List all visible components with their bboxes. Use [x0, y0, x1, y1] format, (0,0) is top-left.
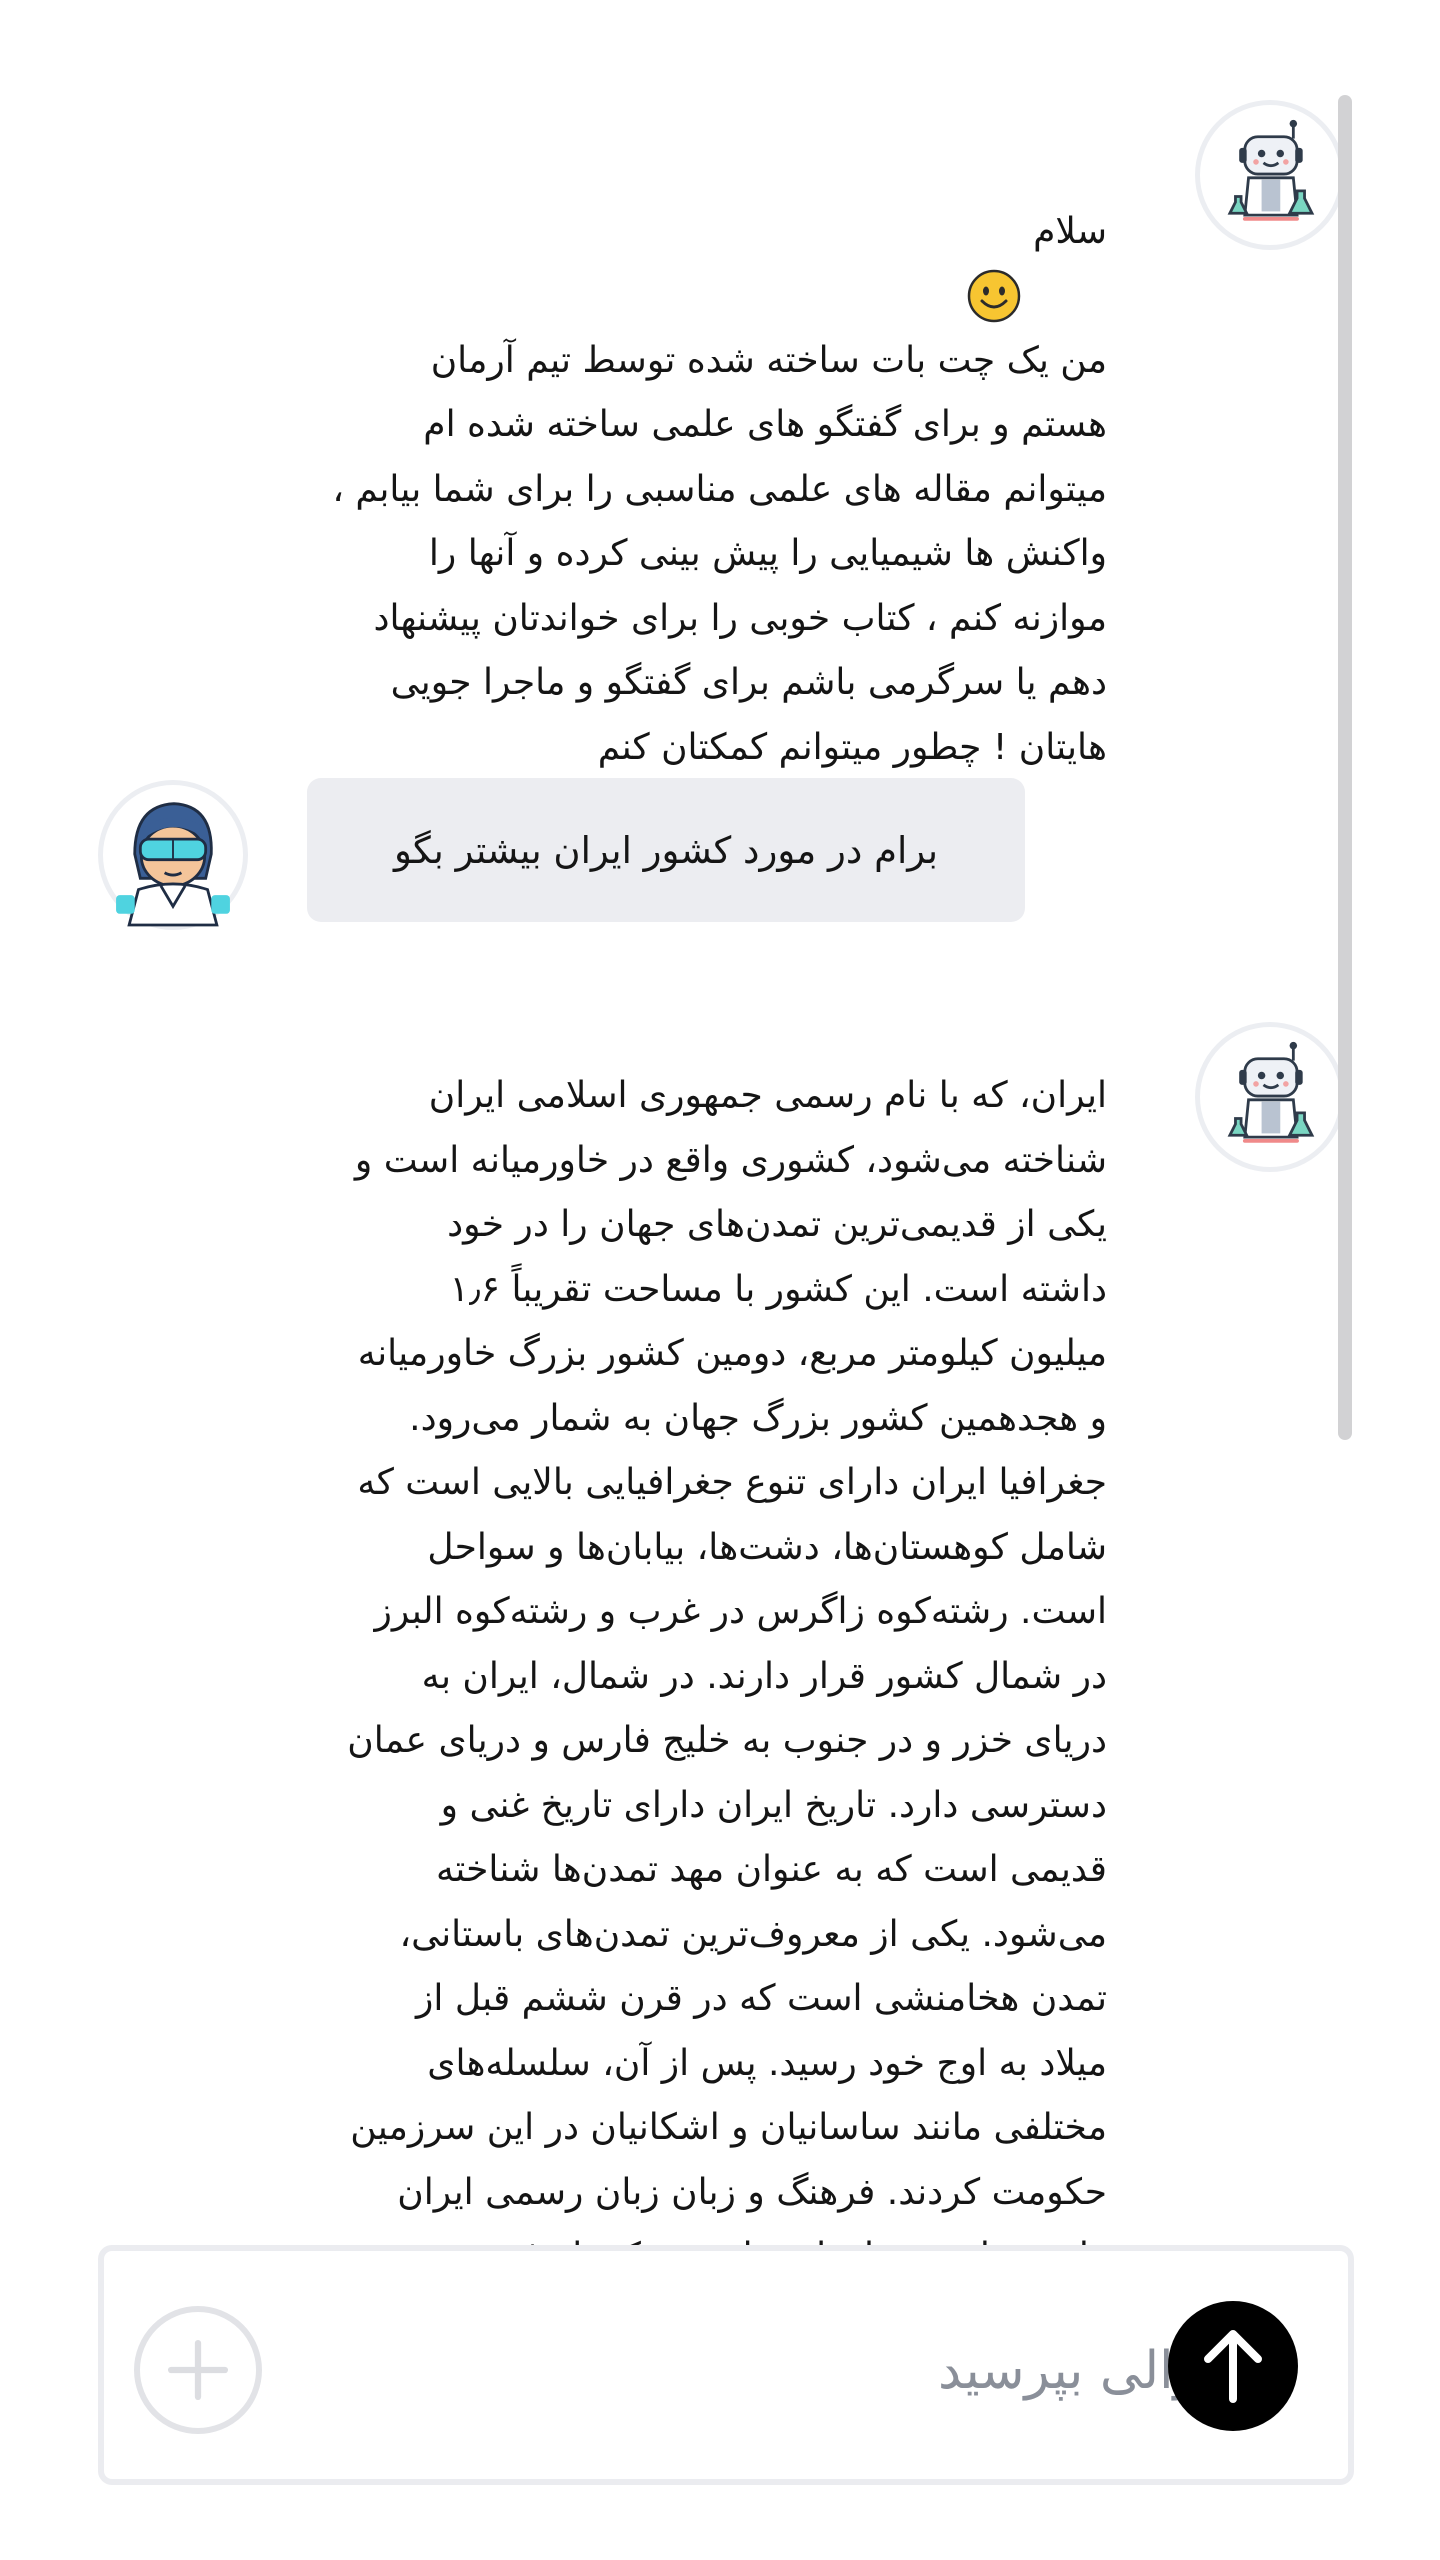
prompt-input[interactable] [284, 2311, 1244, 2431]
greeting-line [127, 200, 1107, 265]
robot-scientist-icon [1195, 100, 1345, 250]
user-message-text: برام در مورد کشور ایران بیشتر بگو [393, 828, 939, 872]
bot-message [127, 135, 1107, 845]
send-button[interactable] [1168, 2301, 1298, 2431]
bot-intro-text: من یک چت بات ساخته شده توسط تیم آرمان هستم و برای گفتگو های علمی ساخته شده ام میتوانم مقاله های علمی مناسبی را برای شما بیابم ، واکنش ها شیمیایی را پیش بینی کرده و آنها را موازنه کنم ، کتاب خوبی را برای خواندتان پیشنهاد دهم یا سرگرمی باشم برای گفتگو و ماجرا جویی هایتان ! چطور میتوانم کمکتان کنم [332, 339, 1107, 768]
user-message-bubble [307, 778, 1025, 922]
attach-button[interactable] [134, 2306, 262, 2434]
arrow-up-icon [1168, 2301, 1298, 2431]
smiling-face-icon [967, 205, 1021, 259]
scientist-goggles-icon [98, 780, 248, 930]
message-composer [98, 2245, 1354, 2485]
scrollbar[interactable] [1338, 95, 1352, 1440]
robot-scientist-icon [1195, 1022, 1345, 1172]
bot-reply-text: ایران، که با نام رسمی جمهوری اسلامی ایران شناخته می‌شود، کشوری واقع در خاورمیانه است و یکی از قدیمی‌ترین تمدن‌های جهان را در خود داشته است. این کشور با مساحت تقریباً ۱٫۶ میلیون کیلومتر مربع، دومین کشور بزرگ خاورمیانه و هجدهمین کشور بزرگ جهان به شمار می‌رود. جغرافیا ایران دارای تنوع جغرافیایی بالایی است که شامل کوهستان‌ها، دشت‌ها، بیابان‌ها و سواحل است. رشته‌کوه زاگرس در غرب و رشته‌کوه البرز در شمال کشور قرار دارند. در شمال، ایران به دریای خزر و در جنوب به خلیج فارس و دریای عمان دسترسی دارد. تاریخ ایران دارای تاریخ غنی و قدیمی است که به عنوان مهد تمدن‌ها شناخته می‌شود. یکی از معروف‌ترین تمدن‌های باستانی، تمدن هخامنشی است که در قرن ششم قبل از میلاد به اوج خود رسید. پس از آن، سلسله‌های مختلفی مانند ساسانیان و اشکانیان در این سرزمین حکومت کردند. فرهنگ و زبان زبان رسمی ایران [347, 1075, 1107, 2213]
plus-icon [146, 2313, 250, 2427]
greeting-text: سلام [1033, 210, 1107, 252]
